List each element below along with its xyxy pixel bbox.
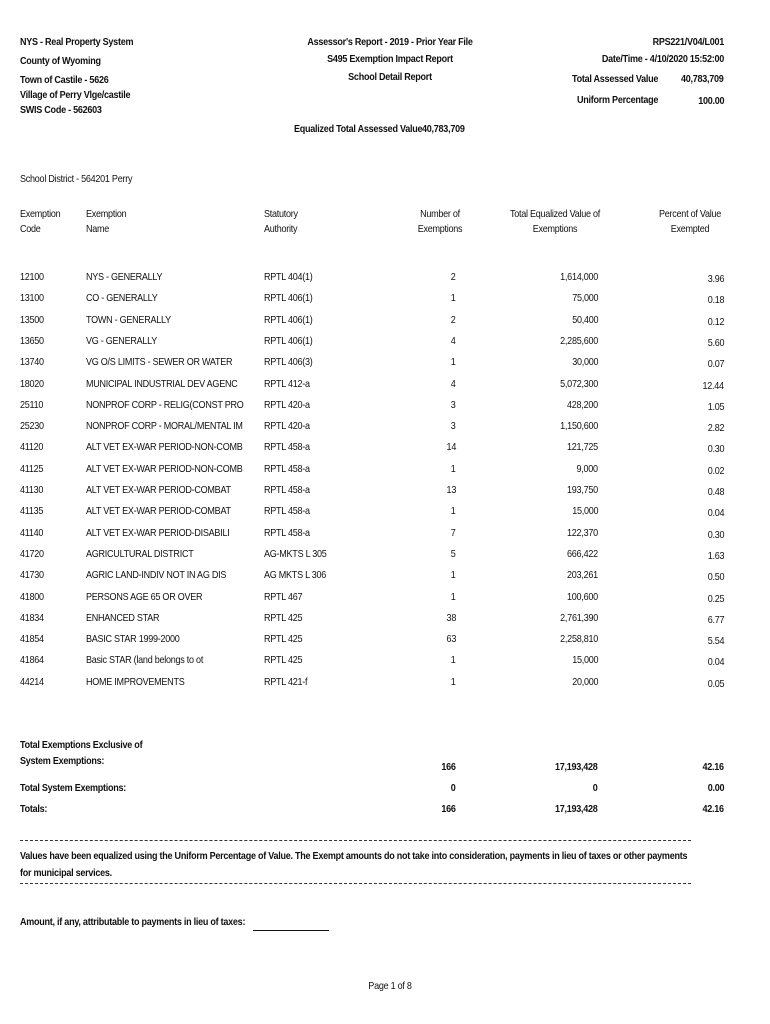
col-percent-header-1: Percent of Value: [659, 208, 721, 220]
col-name-header-1: Exemption: [86, 208, 127, 220]
cell-number: 1: [451, 569, 456, 582]
exclusive-percent: 42.16: [702, 761, 724, 773]
cell-code: 44214: [20, 675, 44, 688]
cell-value: 20,000: [571, 675, 598, 688]
cell-code: 41834: [20, 611, 44, 624]
cell-percent: 5.60: [707, 336, 724, 349]
cell-number: 1: [451, 505, 456, 518]
cell-name: ALT VET EX-WAR PERIOD-DISABILI: [86, 526, 230, 539]
cell-code: 41125: [20, 462, 44, 475]
cell-authority: RPTL 406(1): [264, 334, 313, 347]
cell-name: VG O/S LIMITS - SEWER OR WATER: [86, 356, 233, 369]
cell-value: 15,000: [571, 654, 598, 667]
page-number: Page 1 of 8: [368, 980, 412, 992]
cell-percent: 6.77: [707, 613, 724, 626]
totals-percent: 42.16: [702, 803, 724, 815]
equalized-label: Equalized Total Assessed Value: [294, 123, 423, 135]
col-value-header-1: Total Equalized Value of: [509, 208, 601, 220]
cell-number: 1: [451, 292, 456, 305]
cell-authority: RPTL 458-a: [264, 526, 310, 539]
cell-authority: AG-MKTS L 305: [264, 547, 327, 560]
cell-percent: 12.44: [702, 379, 724, 392]
report-title: Assessor's Report - 2019 - Prior Year File: [307, 36, 473, 48]
cell-value: 122,370: [567, 526, 598, 539]
col-name-header-2: Name: [86, 223, 110, 235]
col-percent-header-2: Exempted: [670, 223, 710, 235]
cell-value: 75,000: [571, 292, 598, 305]
cell-code: 41130: [20, 484, 44, 496]
cell-name: BASIC STAR 1999-2000: [86, 633, 180, 646]
uniform-pct-value: 100.00: [697, 95, 724, 107]
system-number: 0: [451, 782, 456, 794]
cell-authority: RPTL 404(1): [264, 271, 313, 283]
cell-name: ALT VET EX-WAR PERIOD-COMBAT: [86, 484, 231, 496]
cell-value: 30,000: [571, 356, 598, 369]
cell-value: 203,261: [567, 569, 598, 582]
cell-number: 1: [451, 654, 456, 667]
cell-value: 121,725: [567, 441, 598, 454]
cell-name: ALT VET EX-WAR PERIOD-COMBAT: [86, 505, 231, 518]
totals-value: 17,193,428: [555, 803, 598, 815]
cell-percent: 5.54: [707, 635, 724, 648]
uniform-pct-label: Uniform Percentage: [577, 94, 659, 106]
village-name: Village of Perry Vlge/castile: [20, 89, 131, 101]
total-assessed-label: Total Assessed Value: [572, 73, 659, 85]
col-number-header-1: Number of: [420, 208, 460, 220]
exclusive-label-2: System Exemptions:: [20, 755, 105, 767]
cell-percent: 0.07: [707, 358, 724, 371]
cell-number: 38: [446, 611, 456, 624]
cell-authority: RPTL 425: [264, 633, 303, 646]
county-name: County of Wyoming: [20, 55, 101, 67]
school-district: School District - 564201 Perry: [20, 173, 133, 185]
cell-percent: 0.04: [707, 656, 724, 669]
col-authority-header-2: Authority: [264, 223, 298, 235]
cell-name: ALT VET EX-WAR PERIOD-NON-COMB: [86, 462, 243, 475]
cell-number: 13: [446, 484, 456, 496]
cell-percent: 0.18: [707, 294, 724, 307]
cell-name: TOWN - GENERALLY: [86, 313, 171, 326]
note-line-1: Values have been equalized using the Uniform Percentage of Value. The Exempt amounts do not take into consideration, payments in lieu of taxes or other payments: [20, 850, 688, 862]
cell-code: 41730: [20, 569, 44, 582]
exclusive-value: 17,193,428: [555, 761, 598, 773]
cell-percent: 0.30: [707, 443, 724, 456]
cell-number: 4: [451, 334, 456, 347]
cell-authority: RPTL 467: [264, 590, 303, 603]
cell-name: HOME IMPROVEMENTS: [86, 675, 185, 688]
cell-authority: RPTL 406(1): [264, 313, 313, 326]
cell-name: AGRICULTURAL DISTRICT: [86, 547, 194, 560]
col-value-header-2: Exemptions: [532, 223, 578, 235]
cell-code: 25230: [20, 420, 44, 433]
system-value: 0: [593, 782, 598, 794]
town-name: Town of Castile - 5626: [20, 74, 109, 86]
cell-number: 4: [451, 377, 456, 390]
cell-code: 12100: [20, 271, 44, 283]
cell-number: 7: [451, 526, 456, 539]
system-name: NYS - Real Property System: [20, 36, 134, 48]
cell-value: 428,200: [567, 398, 598, 411]
cell-number: 2: [451, 271, 456, 283]
cell-authority: AG MKTS L 306: [264, 569, 327, 582]
cell-percent: 0.25: [707, 592, 724, 605]
cell-code: 41854: [20, 633, 44, 646]
cell-code: 41864: [20, 654, 44, 667]
col-authority-header-1: Statutory: [264, 208, 298, 220]
cell-name: NONPROF CORP - MORAL/MENTAL IM: [86, 420, 243, 433]
cell-name: ENHANCED STAR: [86, 611, 160, 624]
cell-code: 13100: [20, 292, 44, 305]
note-line-2: for municipal services.: [20, 867, 112, 879]
cell-code: 41800: [20, 590, 44, 603]
cell-percent: 0.04: [707, 507, 724, 520]
cell-name: NONPROF CORP - RELIG(CONST PRO: [86, 398, 244, 411]
cell-percent: 1.63: [707, 549, 724, 562]
cell-name: PERSONS AGE 65 OR OVER: [86, 590, 203, 603]
cell-number: 5: [451, 547, 456, 560]
pilot-blank-line: [253, 930, 329, 931]
cell-authority: RPTL 425: [264, 611, 303, 624]
cell-value: 1,614,000: [560, 271, 598, 283]
cell-value: 666,422: [567, 547, 598, 560]
cell-name: NYS - GENERALLY: [86, 271, 163, 283]
cell-percent: 0.05: [707, 677, 724, 690]
cell-name: AGRIC LAND-INDIV NOT IN AG DIS: [86, 569, 227, 582]
cell-percent: 1.05: [707, 400, 724, 413]
cell-value: 2,285,600: [560, 334, 598, 347]
cell-authority: RPTL 458-a: [264, 441, 310, 454]
cell-name: ALT VET EX-WAR PERIOD-NON-COMB: [86, 441, 243, 454]
pilot-label: Amount, if any, attributable to payments in lieu of taxes:: [20, 916, 246, 928]
report-type: School Detail Report: [348, 71, 432, 83]
cell-value: 1,150,600: [560, 420, 598, 433]
col-number-header-2: Exemptions: [417, 223, 463, 235]
cell-percent: 0.48: [707, 486, 724, 498]
cell-number: 2: [451, 313, 456, 326]
cell-code: 41140: [20, 526, 44, 539]
exclusive-number: 166: [441, 761, 456, 773]
cell-code: 25110: [20, 398, 44, 411]
cell-value: 2,258,810: [560, 633, 598, 646]
note-rule-top: [20, 840, 691, 841]
cell-percent: 0.30: [707, 528, 724, 541]
cell-number: 1: [451, 675, 456, 688]
total-assessed-value: 40,783,709: [681, 73, 724, 85]
cell-value: 100,600: [567, 590, 598, 603]
cell-number: 1: [451, 356, 456, 369]
cell-authority: RPTL 406(1): [264, 292, 313, 305]
cell-percent: 2.82: [707, 422, 724, 435]
cell-percent: 3.96: [707, 273, 724, 285]
cell-value: 2,761,390: [560, 611, 598, 624]
cell-number: 1: [451, 590, 456, 603]
cell-name: Basic STAR (land belongs to ot: [86, 654, 204, 667]
cell-code: 13500: [20, 313, 44, 326]
cell-value: 193,750: [567, 484, 598, 496]
report-datetime: Date/Time - 4/10/2020 15:52:00: [601, 53, 724, 65]
cell-code: 41135: [20, 505, 44, 518]
swis-code: SWIS Code - 562603: [20, 104, 102, 116]
cell-number: 63: [446, 633, 456, 646]
cell-name: VG - GENERALLY: [86, 334, 158, 347]
cell-authority: RPTL 458-a: [264, 505, 310, 518]
note-rule-bottom: [20, 883, 691, 884]
cell-number: 14: [446, 441, 456, 454]
cell-name: MUNICIPAL INDUSTRIAL DEV AGENC: [86, 377, 238, 390]
exclusive-label-1: Total Exemptions Exclusive of: [20, 739, 143, 751]
col-code-header-2: Code: [20, 223, 41, 235]
cell-code: 13740: [20, 356, 44, 369]
cell-number: 1: [451, 462, 456, 475]
report-subtitle: S495 Exemption Impact Report: [327, 53, 453, 65]
cell-number: 3: [451, 398, 456, 411]
totals-number: 166: [441, 803, 456, 815]
cell-percent: 0.50: [707, 571, 724, 584]
system-percent: 0.00: [707, 782, 724, 794]
cell-authority: RPTL 420-a: [264, 420, 310, 433]
system-label: Total System Exemptions:: [20, 782, 127, 794]
cell-value: 50,400: [571, 313, 598, 326]
cell-code: 18020: [20, 377, 44, 390]
totals-label: Totals:: [20, 803, 48, 815]
cell-code: 41120: [20, 441, 44, 454]
cell-percent: 0.12: [707, 315, 724, 328]
cell-authority: RPTL 458-a: [264, 462, 310, 475]
equalized-value: 40,783,709: [422, 123, 465, 135]
cell-value: 15,000: [571, 505, 598, 518]
report-id: RPS221/V04/L001: [652, 36, 724, 48]
cell-value: 5,072,300: [560, 377, 598, 390]
cell-code: 13650: [20, 334, 44, 347]
cell-authority: RPTL 458-a: [264, 484, 310, 496]
cell-authority: RPTL 421-f: [264, 675, 308, 688]
cell-authority: RPTL 412-a: [264, 377, 310, 390]
cell-code: 41720: [20, 547, 44, 560]
cell-authority: RPTL 406(3): [264, 356, 313, 369]
cell-authority: RPTL 425: [264, 654, 303, 667]
cell-value: 9,000: [576, 462, 598, 475]
cell-name: CO - GENERALLY: [86, 292, 158, 305]
cell-authority: RPTL 420-a: [264, 398, 310, 411]
col-code-header-1: Exemption: [20, 208, 61, 220]
cell-number: 3: [451, 420, 456, 433]
cell-percent: 0.02: [707, 464, 724, 477]
